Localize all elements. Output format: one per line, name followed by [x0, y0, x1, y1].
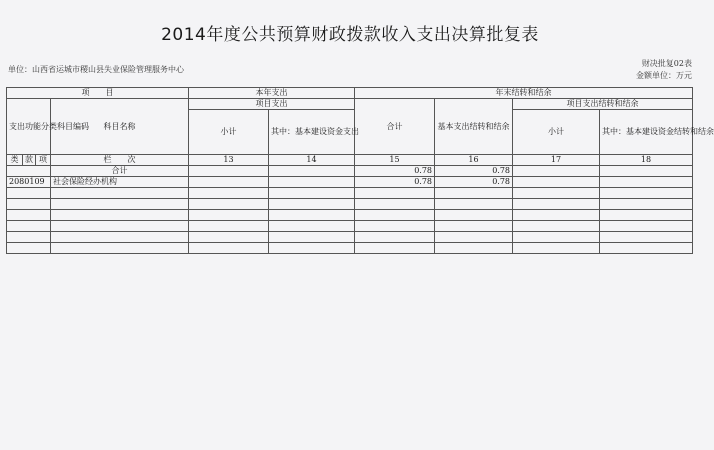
cell-c18	[600, 166, 693, 177]
column-number: 13	[189, 155, 269, 166]
header-kuan: 款	[23, 155, 36, 166]
column-number: 16	[435, 155, 513, 166]
budget-table	[6, 87, 714, 254]
header-infra-balance: 其中：基本建设资金结转和结余	[600, 110, 693, 155]
header-subtotal2: 小计	[513, 110, 600, 155]
header-basic-balance: 基本支出结转和结余	[435, 99, 513, 155]
cell-name: 合计	[51, 166, 189, 177]
cell-c17	[513, 177, 600, 188]
cell-name: 社会保险经办机构	[51, 177, 189, 188]
cell-c14	[269, 166, 355, 177]
form-code: 财决批复02表	[641, 59, 692, 68]
cell-c18	[600, 177, 693, 188]
empty-row	[7, 210, 693, 221]
cell-code	[7, 166, 51, 177]
header-item: 项 目	[7, 88, 189, 99]
header-xiang: 项	[36, 155, 51, 166]
empty-row	[7, 221, 693, 232]
cell-c16: 0.78	[435, 166, 513, 177]
unit-label: 单位：山西省运城市稷山县失业保险管理服务中心	[8, 65, 184, 74]
cell-code: 2080109	[7, 177, 51, 188]
empty-row	[7, 188, 693, 199]
header-project-expense: 项目支出	[189, 99, 355, 110]
header-func-class-code: 支出功能分类科目编码	[7, 99, 51, 155]
page-title: 2014年度公共预算财政拨款收入支出决算批复表	[161, 25, 539, 45]
header-total: 合计	[355, 99, 435, 155]
column-number: 15	[355, 155, 435, 166]
cell-c13	[189, 166, 269, 177]
header-infra-expense: 其中：基本建设资金支出	[269, 110, 355, 155]
header-current-year-expense: 本年支出	[189, 88, 355, 99]
empty-row	[7, 199, 693, 210]
cell-c17	[513, 166, 600, 177]
header-subject-name: 科目名称	[51, 99, 189, 155]
header-year-end-balance: 年末结转和结余	[355, 88, 693, 99]
empty-row	[7, 232, 693, 243]
cell-c13	[189, 177, 269, 188]
cell-c15: 0.78	[355, 166, 435, 177]
cell-c14	[269, 177, 355, 188]
column-number: 17	[513, 155, 600, 166]
header-column-index: 栏 次	[51, 155, 189, 166]
header-project-balance: 项目支出结转和结余	[513, 99, 693, 110]
header-lei: 类	[7, 155, 23, 166]
table-row-total	[7, 166, 693, 177]
column-number: 14	[269, 155, 355, 166]
cell-c16: 0.78	[435, 177, 513, 188]
column-number: 18	[600, 155, 693, 166]
form-code-block	[636, 58, 692, 82]
cell-c15: 0.78	[355, 177, 435, 188]
empty-row	[7, 243, 693, 254]
amount-unit: 金额单位：万元	[636, 71, 692, 80]
header-subtotal: 小计	[189, 110, 269, 155]
table-row	[7, 177, 693, 188]
